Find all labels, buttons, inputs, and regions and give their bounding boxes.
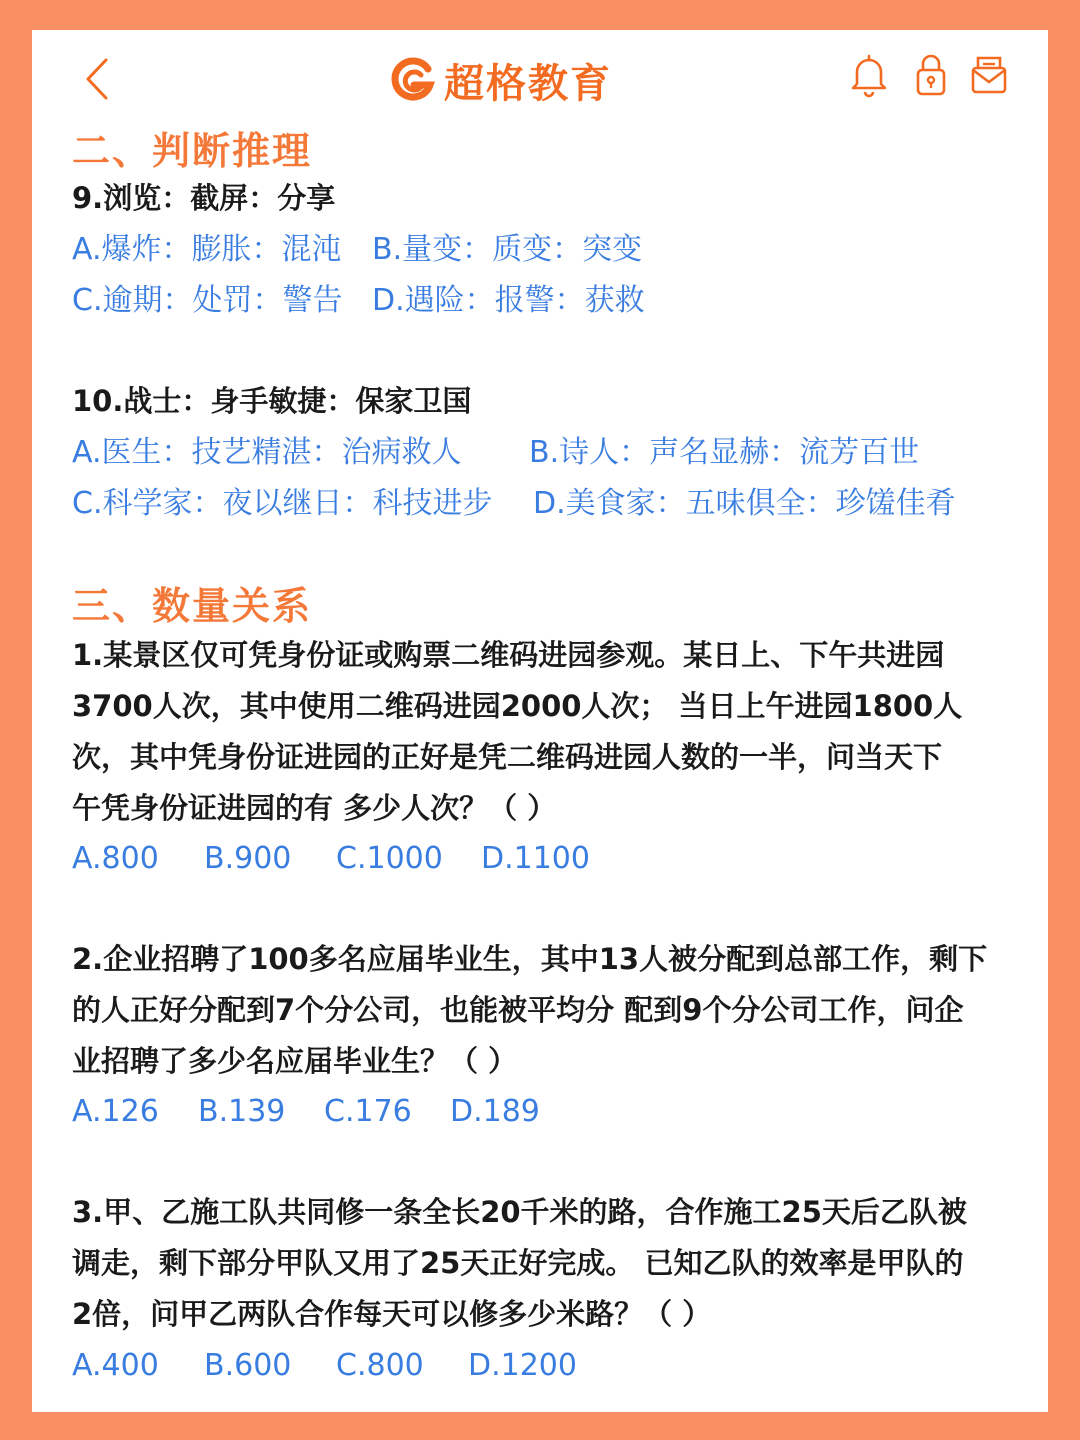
- question-3-stem: 3.甲、乙施工队共同修一条全长20千米的路，合作施工25天后乙队被 调走，剩下部分甲队又用了25天正好完成。 已知乙队的效率是甲队的 2倍，问甲乙两队合作每天可以修多少米路？（ ）: [72, 1195, 967, 1331]
- question-10-option-d[interactable]: D.美食家：五味俱全：珍馐佳肴: [533, 486, 956, 521]
- question-1-stem: 1.某景区仅可凭身份证或购票二维码进园参观。某日上、下午共进园 3700人次，其中使用二维码进园2000人次； 当日上午进园1800人 次，其中凭身份证进园的正好是凭二维码进园人数的一半，问当天下 午凭身份证进园的有 多少人次？（ ）: [72, 638, 963, 825]
- question-9-option-a[interactable]: A.爆炸：膨胀：混沌: [72, 232, 342, 267]
- back-button[interactable]: [78, 54, 118, 104]
- question-2-option-a[interactable]: A.126: [72, 1094, 159, 1129]
- question-1-option-a[interactable]: A.800: [72, 841, 159, 876]
- question-9-option-b[interactable]: B.量变：质变：突变: [372, 232, 643, 267]
- brand-name: 超格教育: [444, 60, 612, 107]
- question-9-stem: 9.浏览：截屏：分享: [72, 181, 336, 215]
- question-10-stem: 10.战士：身手敏捷：保家卫国: [72, 384, 472, 418]
- section-title-quantitative: 三、数量关系: [72, 584, 313, 628]
- question-3-option-c[interactable]: C.800: [336, 1348, 424, 1383]
- lock-button[interactable]: [910, 52, 952, 98]
- bell-icon: [848, 52, 890, 98]
- question-1-option-d[interactable]: D.1100: [481, 841, 590, 876]
- question-1-option-b[interactable]: B.900: [204, 841, 292, 876]
- question-9-option-c[interactable]: C.逾期：处罚：警告: [72, 283, 343, 318]
- question-10-option-b[interactable]: B.诗人：声名显赫：流芳百世: [529, 435, 920, 470]
- question-1-option-c[interactable]: C.1000: [336, 841, 443, 876]
- brand-logo: [388, 52, 612, 108]
- question-3-option-d[interactable]: D.1200: [468, 1348, 577, 1383]
- mail-icon: [968, 52, 1010, 98]
- lock-icon: [910, 52, 952, 98]
- question-2-option-b[interactable]: B.139: [198, 1094, 286, 1129]
- question-9-option-d[interactable]: D.遇险：报警：获救: [372, 283, 645, 318]
- question-2-stem: 2.企业招聘了100多名应届毕业生，其中13人被分配到总部工作，剩下 的人正好分配到7个分公司，也能被平均分 配到9个分公司工作，问企 业招聘了多少名应届毕业生？（ ）: [72, 942, 988, 1078]
- notification-button[interactable]: [848, 52, 890, 98]
- question-10-option-a[interactable]: A.医生：技艺精湛：治病救人: [72, 435, 462, 470]
- question-3-option-a[interactable]: A.400: [72, 1348, 159, 1383]
- content-card: [32, 30, 1048, 1412]
- back-icon: [78, 54, 118, 104]
- question-3-option-b[interactable]: B.600: [204, 1348, 292, 1383]
- app-header: [32, 30, 1048, 130]
- question-10-option-c[interactable]: C.科学家：夜以继日：科技进步: [72, 486, 493, 521]
- logo-mark-icon: [388, 55, 438, 105]
- section-title-reasoning: 二、判断推理: [72, 129, 313, 173]
- mail-button[interactable]: [968, 52, 1010, 98]
- question-2-option-c[interactable]: C.176: [324, 1094, 412, 1129]
- question-2-option-d[interactable]: D.189: [450, 1094, 540, 1129]
